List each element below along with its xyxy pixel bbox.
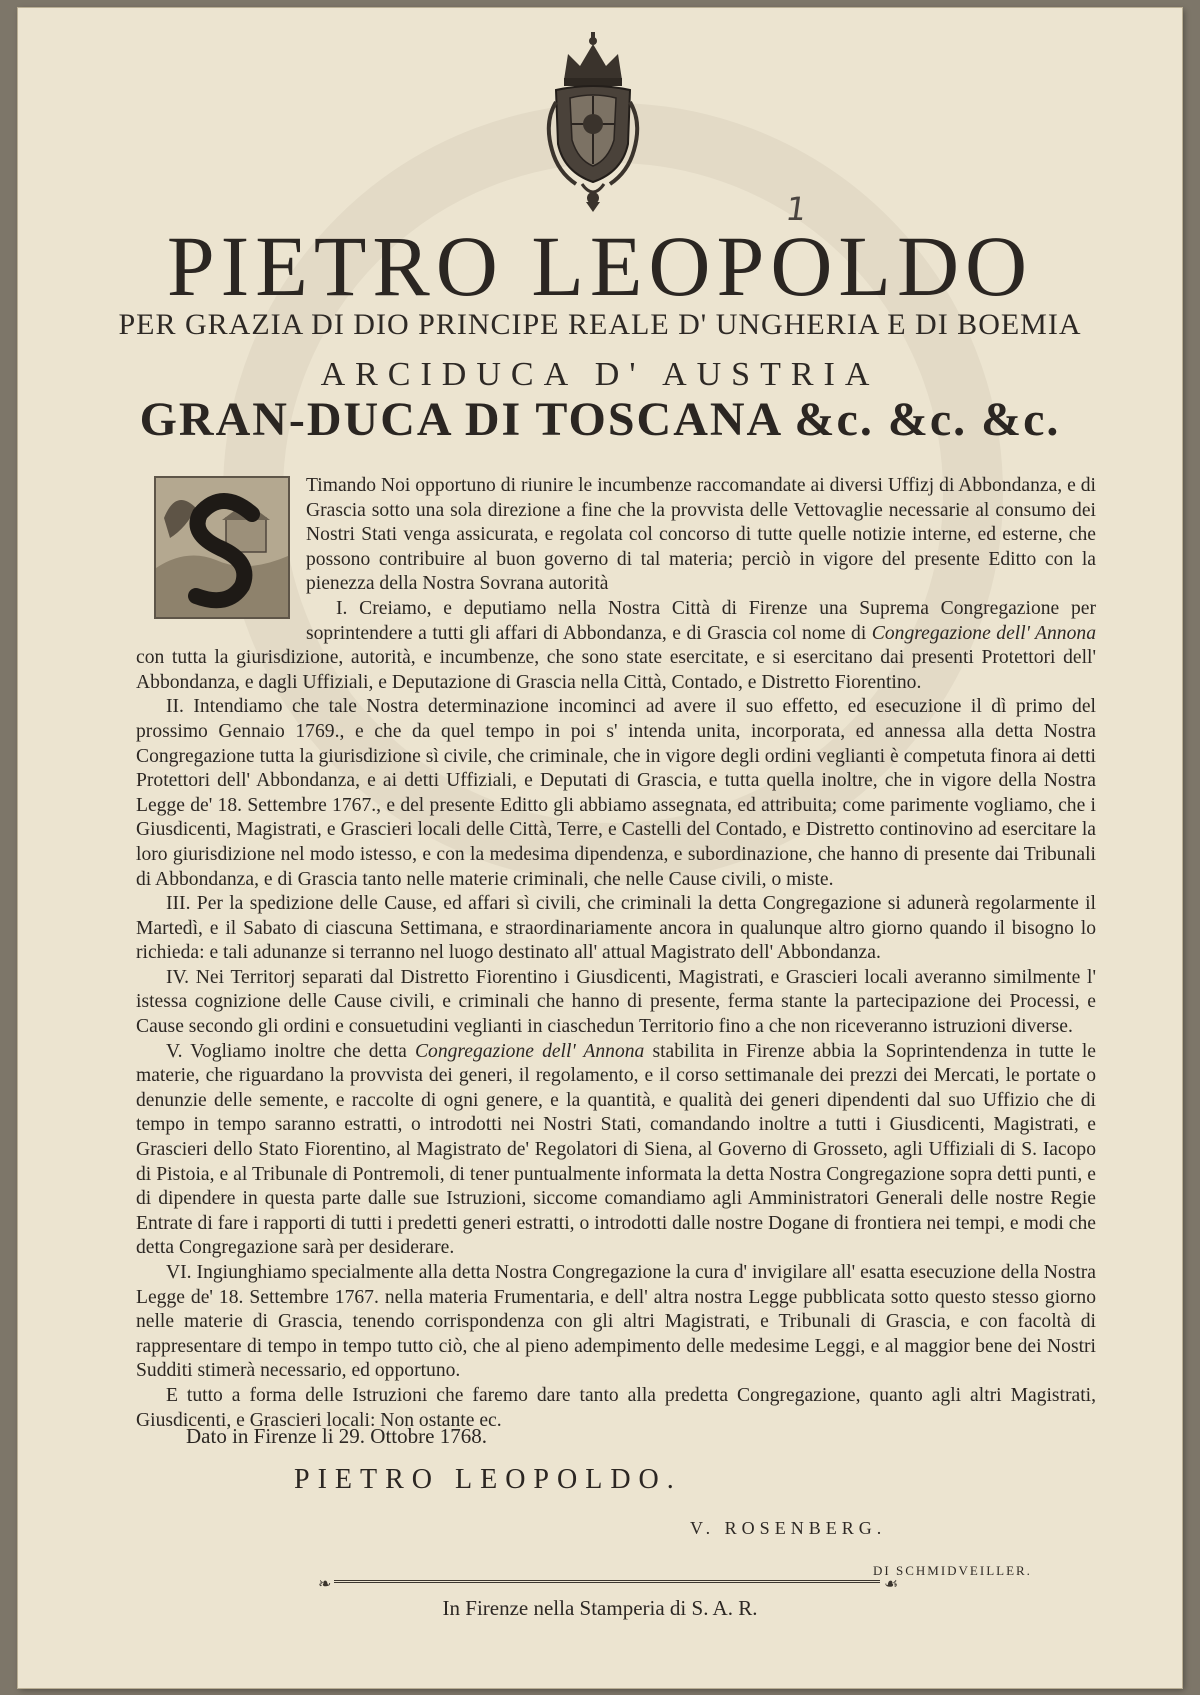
decree-title: PIETRO LEOPOLDO (166, 218, 1034, 314)
rule-ornament-left-icon: ❧ (318, 1574, 332, 1593)
countersignature: V. ROSENBERG. (690, 1518, 887, 1538)
document-page (18, 8, 1182, 1688)
rule-ornament-right-icon: ☙ (884, 1574, 899, 1593)
printer-imprint: In Firenze nella Stamperia di S. A. R. (442, 1596, 758, 1620)
article-5: V. Vogliamo inoltre che detta Congregazione dell' Annona stabilita in Firenze abbia la Soprintendenza in tutte le materie, che riguardano la provvista dei generi, il regolamento, e il corso settimanale dei prezzi dei Mercati, le portate o denunzie delle semente, e raccolte di ogni genere, e la quantità, e qualità dei generi dipendenti dal suo Uffizio che di tempo in tempo saranno estratti, o introdotti nei Nostri Stati, comandando inoltre a tutti i Giusdicenti, Magistrati, e Grascieri dello Stato Fiorentino, al Magistrato de' Regolatori di Siena, al Governo di Grosseto, agli Uffiziali di S. Iacopo di Pistoia, e al Tribunale di Pontremoli, di tener puntualmente informata la detta Nostra Congregazione sopra detti punti, e di dipendere in questa parte dalle sue Istruzioni, siccome comandiamo agli Amministratori Generali delle nostre Regie Entrate di fare i rapporti di tutti i predetti generi estratti, o introdotti dalle nostre Dogane di frontiera nei tempi, e modi che detta Congregazione sarà per desiderare. (136, 1040, 1096, 1259)
intro-paragraph: Timando Noi opportuno di riunire le incumbenze raccomandate ai diversi Uffizj di Abbondanza, e di Grascia sotto una sola direzione a fine che la provvista delle Vettovaglie necessarie al consumo dei Nostri Stati venga assicurata, e regolata col concorso di tutte quelle notizie interne, ed esterne, che possono contribuire al buon governo di tal materia; perciò in vigore del presente Editto con la pienezza della Nostra Sovrana autorità (306, 475, 1096, 595)
decree-subtitle-3: GRAN-DUCA DI TOSCANA &c. &c. &c. (139, 393, 1061, 446)
article-4: IV. Nei Territorj separati dal Distretto Fiorentino i Giusdicenti, Magistrati, e Grascieri locali averanno similmente l' istessa cognizione delle Cause civili, e criminali che hanno di presente, ferma stante la partecipazione dei Processi, e Cause secondo gli ordini e consuetudini veglianti in ciaschedun Territorio fino a che non riceveranno istruzioni diverse. (136, 966, 1096, 1038)
sovereign-signature: PIETRO LEOPOLDO. (294, 1464, 682, 1495)
article-1: I. Creiamo, e deputiamo nella Nostra Città di Firenze una Suprema Congregazione per soprintendere a tutti gli affari di Abbondanza, e di Grascia col nome di Congregazione dell' Annona con tutta la giurisdizione, autorità, e incumbenze, che sono state esercitate, e si esercitano dai presenti Protettori dell' Abbondanza, e dagli Uffiziali, e Deputazione di Grascia nella Città, Contado, e Distretto Fiorentino. (136, 597, 1096, 693)
date-line: Dato in Firenze li 29. Ottobre 1768. (186, 1424, 487, 1448)
crest-icon (542, 32, 644, 212)
handwritten-page-number: 1 (783, 190, 810, 228)
ornamental-rule (334, 1580, 880, 1587)
decree-body (136, 474, 1096, 1433)
article-5-emphasis: Congregazione dell' Annona (414, 1040, 645, 1062)
article-1-emphasis: Congregazione dell' Annona (871, 622, 1096, 644)
decree-subtitle-2: ARCIDUCA D' AUSTRIA (320, 356, 880, 393)
article-2: II. Intendiamo che tale Nostra determinazione incominci ad avere il suo effetto, ed esecuzione il dì primo del prossimo Gennaio 1769., e che da quel tempo in poi s' intenda unita, incorporata, ed annessa alla detta Nostra Congregazione tutta la giurisdizione sì civile, che criminale, che in vigore degli ordini veglianti è competuta finora ai detti Protettori dell' Abbondanza, e ai detti Uffiziali, e Deputati di Grascia, e tutta quella inoltre, che in vigore della Nostra Legge de' 18. Settembre 1767., e del presente Editto gli abbiamo assegnata, ed attribuita; come parimente vogliamo, che i Giusdicenti, Magistrati, e Grascieri locali delle Città, Terre, e Castelli del Contado, e Distretto continovino ad esercitare la loro giurisdizione nel modo istesso, e con la medesima dipendenza, e subordinazione, che hanno di presente dai Tribunali di Abbondanza, e di Grascia tanto nelle materie criminali, che nelle Cause civili, o miste. (136, 696, 1096, 890)
article-6: VI. Ingiunghiamo specialmente alla detta Nostra Congregazione la cura d' invigilare all' esatta esecuzione della Nostra Legge de' 18. Settembre 1767. nella materia Frumentaria, e dell' altra nostra Legge pubblicata sotto questo stesso giorno nelle materie di Grascia, tenendo corrispondenza con gli altri Magistrati, e Tribunali di Grascia, e con facoltà di rappresentare di tempo in tempo tutto ciò, che al pieno adempimento delle medesime Leggi, e al maggior bene dei Nostri Sudditi stimerà necessario, ed opportuno. (136, 1262, 1096, 1382)
article-3: III. Per la spedizione delle Cause, ed affari sì civili, che criminali la detta Congregazione si adunerà regolarmente il Martedì, e il Sabato di ciascuna Settimana, e straordinariamente ancora in qualunque altro giorno quando il bisogno lo richieda: e tali adunanze si terranno nel luogo destinato all' attual Magistrato dell' Abbondanza. (136, 893, 1096, 964)
secretary-signature: DI SCHMIDVEILLER. (873, 1563, 1032, 1578)
closing-paragraph: E tutto a forma delle Istruzioni che faremo dare tanto alla predetta Congregazione, quanto agli altri Magistrati, Giusdicenti, e Grascieri locali: Non ostante ec. (136, 1384, 1096, 1431)
decree-subtitle-1: PER GRAZIA DI DIO PRINCIPE REALE D' UNGHERIA E DI BOEMIA (118, 308, 1082, 341)
